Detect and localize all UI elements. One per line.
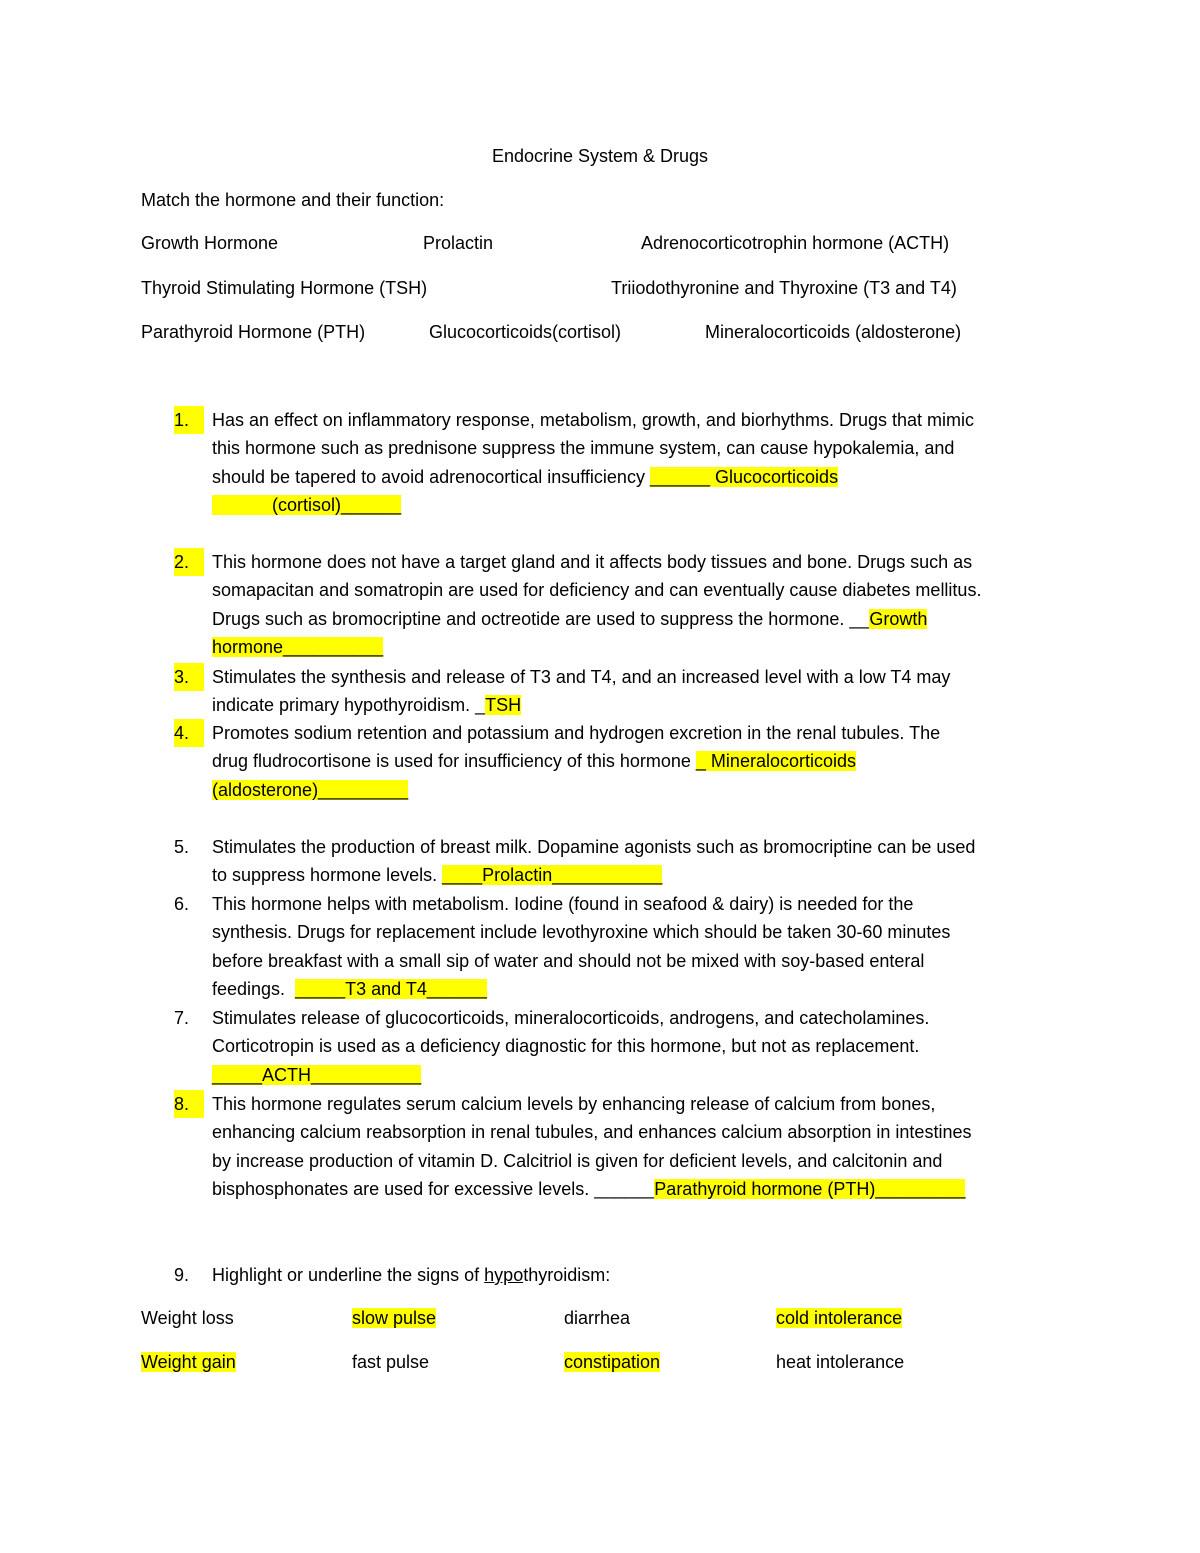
answer-highlight: _____ACTH___________: [212, 1064, 422, 1085]
question-number: 7.: [174, 1008, 190, 1028]
answer-highlight: _____T3 and T4______: [295, 978, 487, 999]
sign-option: Weight loss: [141, 1308, 234, 1328]
question-text: Stimulates the production of breast milk. Dopamine agonists such as bromocriptine can be used to suppress hormone levels. ____Prolactin___________: [212, 837, 976, 886]
question-number: 6.: [174, 894, 190, 914]
question-text: Highlight or underline the signs of hypothyroidism:: [212, 1265, 611, 1285]
sign-option: diarrhea: [564, 1308, 631, 1328]
sign-option: heat intolerance: [776, 1352, 905, 1372]
answer-highlight: TSH: [485, 695, 522, 716]
question-text: This hormone helps with metabolism. Iodine (found in seafood & dairy) is needed for the synthesis. Drugs for replacement include levothyroxine which should be taken 30-60 minutes before breakfast with a small sip of water and should not be mixed with soy-based enteral feedings. _____T3 and T4______: [212, 894, 951, 999]
answer-highlight: hormone__________: [212, 636, 384, 657]
hormone-option: Thyroid Stimulating Hormone (TSH): [141, 278, 428, 298]
document-title: Endocrine System & Drugs: [491, 146, 709, 166]
answer-highlight: Parathyroid hormone (PTH)_________: [654, 1178, 966, 1199]
question-number: 1.: [174, 406, 204, 434]
question-number: 9.: [174, 1265, 190, 1285]
answer-highlight: Growth: [869, 608, 928, 629]
question-text: Has an effect on inflammatory response, metabolism, growth, and biorhythms. Drugs that mimic this hormone such as prednisone suppress the immune system, can cause hypokalemia, and should be tapered to avoid adrenocortical insufficiency ______ Glucocorticoids (cortisol)______: [212, 410, 974, 515]
question-text: Promotes sodium retention and potassium and hydrogen excretion in the renal tubules. The drug fludrocortisone is used for insufficiency of this hormone _ Mineralocorticoids (aldosterone)_________: [212, 723, 941, 800]
answer-highlight: (cortisol)______: [212, 494, 402, 515]
hormone-option: Growth Hormone: [141, 233, 279, 253]
question-text: Stimulates release of glucocorticoids, mineralocorticoids, androgens, and catecholamines. Corticotropin is used as a deficiency diagnostic for this hormone, but not as replacement. _____ACTH___________: [212, 1008, 930, 1085]
hormone-option: Parathyroid Hormone (PTH): [141, 322, 366, 342]
question-text: Stimulates the synthesis and release of T3 and T4, and an increased level with a low T4 may indicate primary hypothyroidism. _TSH: [212, 667, 951, 716]
hormone-option: Adrenocorticotrophin hormone (ACTH): [641, 233, 950, 253]
hormone-option: Prolactin: [423, 233, 494, 253]
question-number: 8.: [174, 1090, 204, 1118]
hormone-option: Mineralocorticoids (aldosterone): [705, 322, 962, 342]
sign-option: Weight gain: [141, 1352, 236, 1372]
hormone-option: Glucocorticoids(cortisol): [429, 322, 622, 342]
question-number: 4.: [174, 719, 204, 747]
sign-option: slow pulse: [352, 1308, 437, 1328]
question-text: This hormone does not have a target gland and it affects body tissues and bone. Drugs such as somapacitan and somatropin are used for deficiency and can eventually cause diabetes mellitus. Drugs such as bromocriptine and octreotide are used to suppress the hormone. __Growth hormone__________: [212, 552, 982, 657]
question-text: This hormone regulates serum calcium levels by enhancing release of calcium from bones, enhancing calcium reabsorption in renal tubules, and enhances calcium absorption in intestines by increase production of vitamin D. Calcitriol is given for deficient levels, and calcitonin and bisphosphonates are used for excessive levels. ______Parathyroid hormone (PTH)_________: [212, 1094, 972, 1199]
sign-option: constipation: [564, 1352, 661, 1372]
hormone-option: Triiodothyronine and Thyroxine (T3 and T4): [611, 278, 957, 298]
answer-highlight: ______ Glucocorticoids: [649, 466, 839, 487]
question-number: 5.: [174, 837, 190, 857]
sign-option: cold intolerance: [776, 1308, 903, 1328]
answer-highlight: _ Mineralocorticoids: [695, 751, 856, 772]
instruction-text: Match the hormone and their function:: [141, 190, 445, 210]
answer-highlight: ____Prolactin___________: [442, 865, 663, 886]
sign-option: fast pulse: [352, 1352, 430, 1372]
question-number: 3.: [174, 663, 204, 691]
question-number: 2.: [174, 548, 204, 576]
answer-highlight: (aldosterone)_________: [212, 779, 409, 800]
